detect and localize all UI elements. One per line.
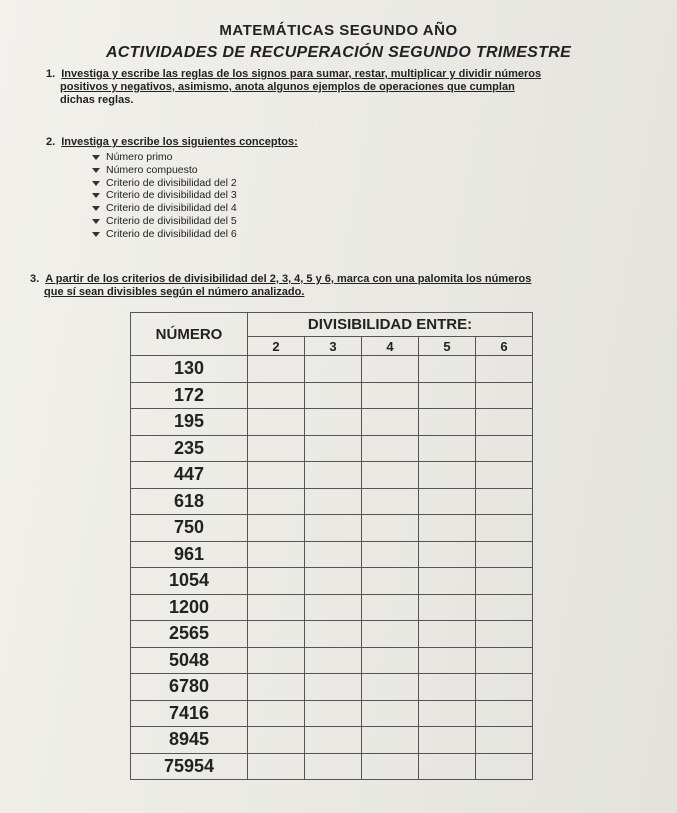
check-cell-divisor-5[interactable] [419,568,476,595]
check-cell-divisor-6[interactable] [476,647,533,674]
check-cell-divisor-2[interactable] [248,700,305,727]
question-1 [46,68,636,107]
check-cell-divisor-2[interactable] [248,727,305,754]
header-divisor-6: 6 [476,337,533,356]
question-3-line-2: que sí sean divisibles según el número analizado. [44,286,305,298]
table-row [131,568,533,595]
row-number: 130 [131,356,248,383]
concept-item: Criterio de divisibilidad del 6 [92,228,237,241]
check-cell-divisor-3[interactable] [305,621,362,648]
check-cell-divisor-4[interactable] [362,621,419,648]
header-divisor-4: 4 [362,337,419,356]
check-cell-divisor-3[interactable] [305,356,362,383]
check-cell-divisor-6[interactable] [476,462,533,489]
row-number: 1200 [131,594,248,621]
check-cell-divisor-3[interactable] [305,594,362,621]
header-divisibility: DIVISIBILIDAD ENTRE: [248,313,533,337]
check-cell-divisor-3[interactable] [305,515,362,542]
concept-item: Número compuesto [92,164,237,177]
check-cell-divisor-5[interactable] [419,435,476,462]
question-3-line-1: A partir de los criterios de divisibilidad del 2, 3, 4, 5 y 6, marca con una palomita los números [45,273,532,285]
row-number: 195 [131,409,248,436]
table-row [131,488,533,515]
check-cell-divisor-5[interactable] [419,515,476,542]
check-cell-divisor-6[interactable] [476,541,533,568]
question-1-line-2: positivos y negativos, asimismo, anota algunos ejemplos de operaciones que cumplan [60,81,515,93]
table-row [131,727,533,754]
check-cell-divisor-3[interactable] [305,462,362,489]
page-subtitle: ACTIVIDADES DE RECUPERACIÓN SEGUNDO TRIMESTRE [105,44,572,61]
check-cell-divisor-6[interactable] [476,515,533,542]
check-cell-divisor-2[interactable] [248,409,305,436]
table-row [131,515,533,542]
row-number: 961 [131,541,248,568]
check-cell-divisor-6[interactable] [476,674,533,701]
check-cell-divisor-3[interactable] [305,568,362,595]
row-number: 5048 [131,647,248,674]
concept-list [92,151,237,241]
header-divisor-3: 3 [305,337,362,356]
concept-item: Criterio de divisibilidad del 4 [92,202,237,215]
table-row [131,356,533,383]
check-cell-divisor-5[interactable] [419,382,476,409]
row-number: 447 [131,462,248,489]
check-cell-divisor-2[interactable] [248,382,305,409]
question-2-number: 2. [46,136,56,148]
question-2 [46,136,636,149]
check-cell-divisor-2[interactable] [248,647,305,674]
check-cell-divisor-2[interactable] [248,488,305,515]
check-cell-divisor-5[interactable] [419,674,476,701]
check-cell-divisor-6[interactable] [476,700,533,727]
check-cell-divisor-5[interactable] [419,753,476,780]
check-cell-divisor-4[interactable] [362,753,419,780]
check-cell-divisor-4[interactable] [362,409,419,436]
check-cell-divisor-6[interactable] [476,356,533,383]
table-row [131,462,533,489]
table-row [131,594,533,621]
check-cell-divisor-5[interactable] [419,356,476,383]
check-cell-divisor-6[interactable] [476,435,533,462]
check-cell-divisor-4[interactable] [362,382,419,409]
check-cell-divisor-6[interactable] [476,382,533,409]
table-row [131,621,533,648]
check-cell-divisor-2[interactable] [248,674,305,701]
check-cell-divisor-5[interactable] [419,594,476,621]
row-number: 6780 [131,674,248,701]
concept-item: Criterio de divisibilidad del 3 [92,189,237,202]
check-cell-divisor-5[interactable] [419,409,476,436]
table-row [131,753,533,780]
check-cell-divisor-3[interactable] [305,488,362,515]
row-number: 7416 [131,700,248,727]
check-cell-divisor-3[interactable] [305,541,362,568]
check-cell-divisor-4[interactable] [362,674,419,701]
table-row [131,409,533,436]
check-cell-divisor-6[interactable] [476,727,533,754]
header-divisor-2: 2 [248,337,305,356]
header-number: NÚMERO [131,313,248,356]
check-cell-divisor-5[interactable] [419,700,476,727]
check-cell-divisor-4[interactable] [362,356,419,383]
question-2-text: Investiga y escribe los siguientes conceptos: [61,136,298,148]
check-cell-divisor-3[interactable] [305,647,362,674]
check-cell-divisor-4[interactable] [362,727,419,754]
concept-item: Número primo [92,151,237,164]
check-cell-divisor-3[interactable] [305,409,362,436]
row-number: 75954 [131,753,248,780]
check-cell-divisor-2[interactable] [248,515,305,542]
question-1-number: 1. [46,68,56,80]
question-1-line-3: dichas reglas. [60,94,134,106]
check-cell-divisor-5[interactable] [419,488,476,515]
check-cell-divisor-4[interactable] [362,647,419,674]
check-cell-divisor-3[interactable] [305,753,362,780]
check-cell-divisor-6[interactable] [476,488,533,515]
check-cell-divisor-5[interactable] [419,727,476,754]
question-1-line-1: Investiga y escribe las reglas de los signos para sumar, restar, multiplicar y dividir números [61,68,542,80]
table-row [131,541,533,568]
table-row [131,382,533,409]
row-number: 172 [131,382,248,409]
check-cell-divisor-6[interactable] [476,568,533,595]
check-cell-divisor-3[interactable] [305,700,362,727]
check-cell-divisor-6[interactable] [476,621,533,648]
check-cell-divisor-4[interactable] [362,435,419,462]
check-cell-divisor-2[interactable] [248,594,305,621]
row-number: 8945 [131,727,248,754]
check-cell-divisor-3[interactable] [305,382,362,409]
check-cell-divisor-4[interactable] [362,488,419,515]
table-row [131,674,533,701]
check-cell-divisor-3[interactable] [305,674,362,701]
question-3 [30,273,660,299]
question-3-number: 3. [30,273,40,285]
check-cell-divisor-5[interactable] [419,621,476,648]
check-cell-divisor-2[interactable] [248,541,305,568]
row-number: 618 [131,488,248,515]
concept-item: Criterio de divisibilidad del 2 [92,177,237,190]
divisibility-table [130,312,533,780]
check-cell-divisor-2[interactable] [248,435,305,462]
row-number: 2565 [131,621,248,648]
check-cell-divisor-4[interactable] [362,700,419,727]
check-cell-divisor-5[interactable] [419,541,476,568]
check-cell-divisor-4[interactable] [362,541,419,568]
check-cell-divisor-2[interactable] [248,753,305,780]
check-cell-divisor-2[interactable] [248,356,305,383]
check-cell-divisor-2[interactable] [248,621,305,648]
table-row [131,435,533,462]
row-number: 235 [131,435,248,462]
check-cell-divisor-4[interactable] [362,594,419,621]
concept-item: Criterio de divisibilidad del 5 [92,215,237,228]
check-cell-divisor-6[interactable] [476,409,533,436]
table-row [131,700,533,727]
check-cell-divisor-6[interactable] [476,753,533,780]
header-divisor-5: 5 [419,337,476,356]
check-cell-divisor-4[interactable] [362,462,419,489]
check-cell-divisor-2[interactable] [248,462,305,489]
row-number: 1054 [131,568,248,595]
check-cell-divisor-4[interactable] [362,568,419,595]
table-row [131,647,533,674]
row-number: 750 [131,515,248,542]
check-cell-divisor-5[interactable] [419,462,476,489]
page-title: MATEMÁTICAS SEGUNDO AÑO [219,22,458,39]
check-cell-divisor-6[interactable] [476,594,533,621]
check-cell-divisor-2[interactable] [248,568,305,595]
check-cell-divisor-5[interactable] [419,647,476,674]
check-cell-divisor-4[interactable] [362,515,419,542]
check-cell-divisor-3[interactable] [305,435,362,462]
check-cell-divisor-3[interactable] [305,727,362,754]
